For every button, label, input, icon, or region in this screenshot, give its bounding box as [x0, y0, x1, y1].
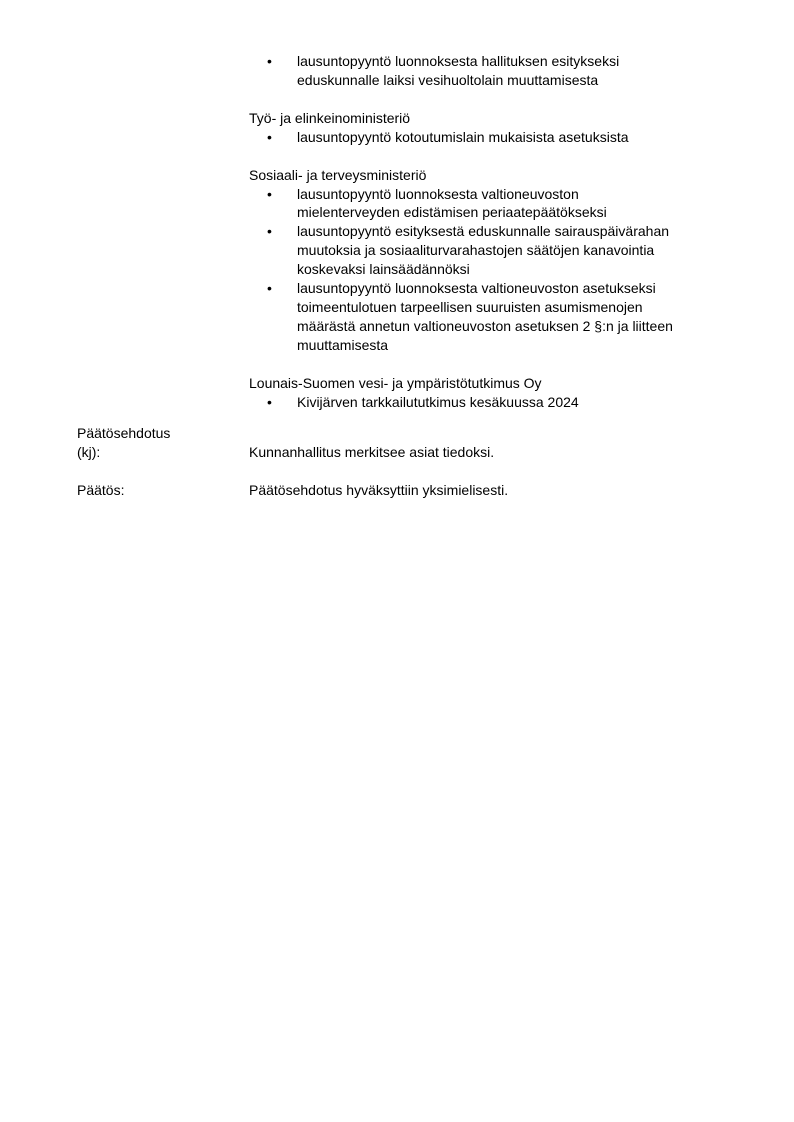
statement-list [249, 185, 739, 355]
section-tem [249, 109, 739, 147]
bullet-icon: • [267, 53, 272, 69]
list-item-line: lausuntopyyntö kotoutumislain mukaisista asetuksista [297, 128, 629, 145]
list-item-line: lausuntopyyntö esityksestä eduskunnalle sairauspäivärahan [297, 223, 670, 240]
proposal-label-line: Päätösehdotus [77, 425, 171, 441]
list-item [249, 222, 739, 279]
list-item [249, 185, 739, 223]
list-item-line: lausuntopyyntö luonnoksesta valtioneuvoston [297, 185, 579, 202]
statement-list [249, 128, 739, 147]
proposal-label-line: (kj): [77, 443, 101, 460]
proposal-text: Kunnanhallitus merkitsee asiat tiedoksi. [249, 444, 495, 460]
statement-list [249, 393, 739, 412]
bullet-icon: • [267, 128, 272, 145]
list-item [249, 52, 739, 90]
list-item-line: toimeentulotuen tarpeellisen suuruisten asumismenojen [297, 298, 643, 315]
list-item-line: lausuntopyyntö luonnoksesta hallituksen esitykseksi [297, 53, 620, 69]
decision-label: Päätös: [77, 482, 125, 498]
decision-text: Päätösehdotus hyväksyttiin yksimielisesti. [249, 482, 509, 498]
bullet-icon: • [267, 393, 272, 410]
section-lounais-suomi [249, 374, 739, 412]
bullet-icon: • [267, 185, 272, 202]
bullet-icon: • [267, 280, 272, 297]
list-item-line: Kivijärven tarkkailututkimus kesäkuussa 2024 [297, 393, 579, 410]
document-body [249, 52, 739, 431]
list-item-line: määrästä annetun valtioneuvoston asetuksen 2 §:n ja liitteen [297, 317, 673, 334]
list-item-line: muutoksia ja sosiaaliturvarahastojen säätöjen kanavointia [297, 242, 655, 259]
section-ministry-1 [249, 52, 739, 90]
list-item-line: muuttamisesta [297, 336, 389, 353]
section-stm [249, 166, 739, 355]
list-item [249, 279, 739, 355]
list-item-line: koskevaksi lainsäädännöksi [297, 261, 470, 278]
list-item-line: eduskunnalle laiksi vesihuoltolain muuttamisesta [297, 71, 599, 88]
statement-list [249, 52, 739, 90]
proposal-label [77, 424, 237, 462]
section-heading: Sosiaali- ja terveysministeriö [249, 166, 427, 183]
section-heading: Työ- ja elinkeinoministeriö [249, 109, 411, 126]
list-item-line: mielenterveyden edistämisen periaatepäätökseksi [297, 204, 607, 221]
list-item [249, 128, 739, 147]
section-heading: Lounais-Suomen vesi- ja ympäristötutkimus Oy [249, 374, 542, 391]
bullet-icon: • [267, 223, 272, 240]
list-item [249, 393, 739, 412]
list-item-line: lausuntopyyntö luonnoksesta valtioneuvoston asetukseksi [297, 280, 656, 297]
